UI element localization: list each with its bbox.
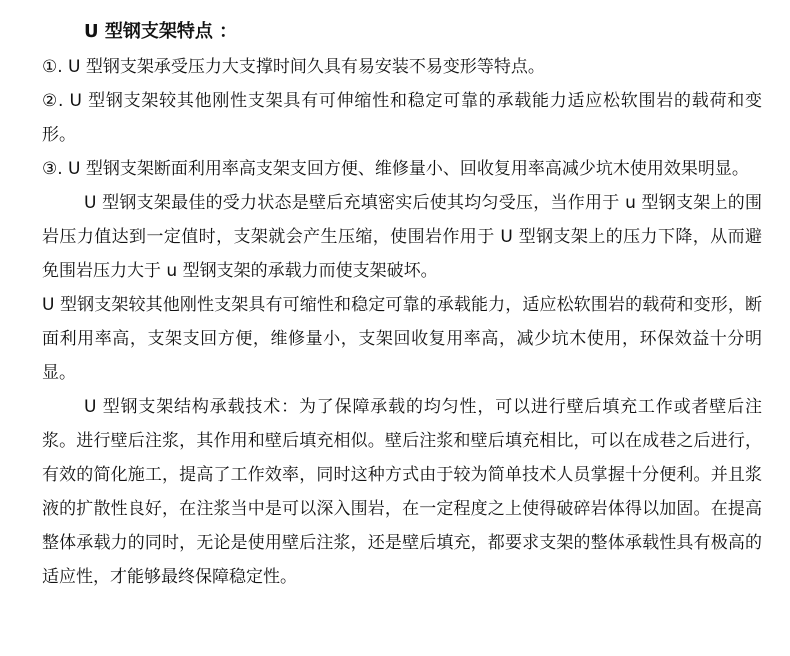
paragraph-load-technology: U 型钢支架结构承载技术：为了保障承载的均匀性，可以进行壁后填充工作或者壁后注浆。进行壁后注浆，其作用和壁后填充相似。壁后注浆和壁后填充相比，可以在成巷之后进行，有效的简化施工，提高了工作效率，同时这种方式由于较为简单技术人员掌握十分便利。并且浆液的扩散性良好，在注浆当中是可以深入围岩，在一定程度之上使得破碎岩体得以加固。在提高整体承载力的同时，无论是使用壁后注浆，还是壁后填充，都要求支架的整体承载性具有极高的适应性，才能够最终保障稳定性。 <box>42 397 762 587</box>
paragraph-advantages: U 型钢支架较其他刚性支架具有可缩性和稳定可靠的承载能力，适应松软围岩的载荷和变形，断面利用率高，支架支回方便，维修量小，支架回收复用率高，减少坑木使用，环保效益十分明显。 <box>42 295 762 383</box>
feature-item-2: ②. U 型钢支架较其他刚性支架具有可伸缩性和稳定可靠的承载能力适应松软围岩的载荷和变形。 <box>42 91 762 145</box>
document-body <box>42 18 762 594</box>
paragraph-stress-state: U 型钢支架最佳的受力状态是壁后充填密实后使其均匀受压，当作用于 u 型钢支架上的围岩压力值达到一定值时，支架就会产生压缩，使围岩作用于 U 型钢支架上的压力下降，从而避免围岩压力大于 u 型钢支架的承载力而使支架破坏。 <box>42 193 762 281</box>
feature-item-3: ③. U 型钢支架断面利用率高支架支回方便、维修量小、回收复用率高减少坑木使用效果明显。 <box>42 159 749 179</box>
document-heading: U 型钢支架特点 ： <box>84 21 238 42</box>
feature-item-1: ①. U 型钢支架承受压力大支撑时间久具有易安装不易变形等特点。 <box>42 57 545 77</box>
